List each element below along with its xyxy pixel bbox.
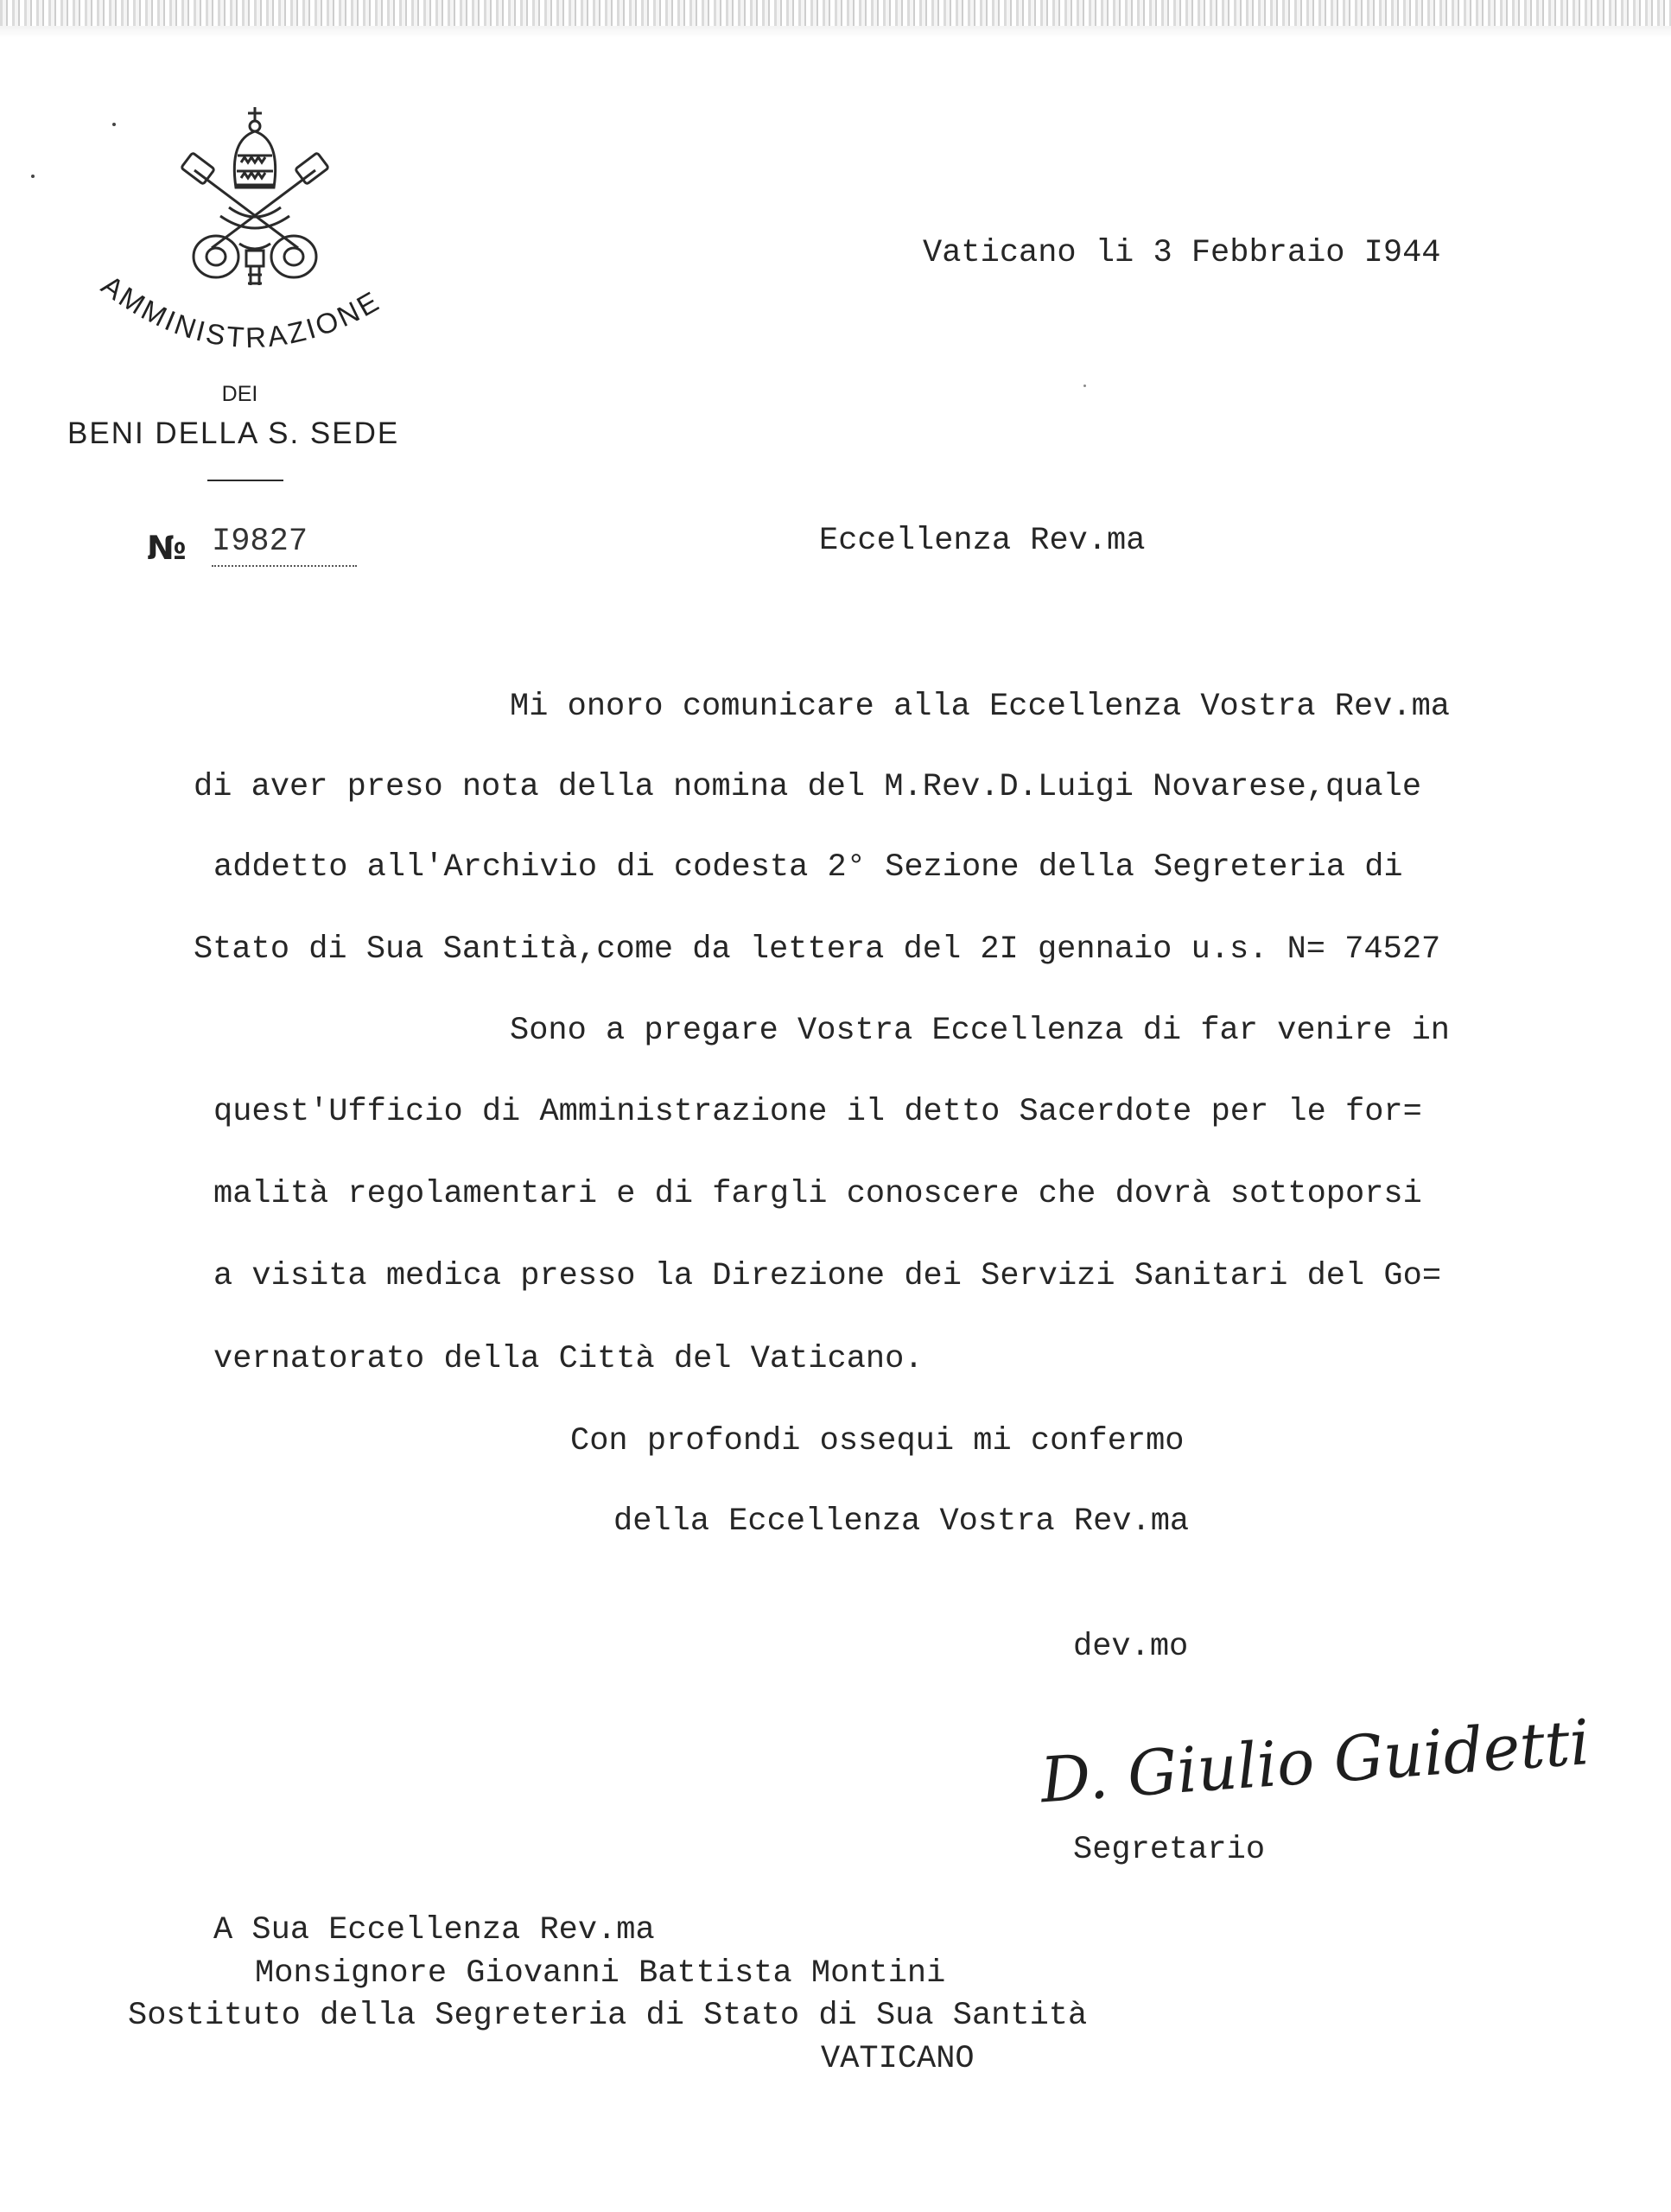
paper-speck bbox=[112, 123, 116, 126]
paper-speck bbox=[1083, 385, 1086, 387]
body-line: a visita medica presso la Direzione dei Servizi Sanitari del Go= bbox=[213, 1258, 1442, 1294]
letterhead-line-amministrazione: AMMINISTRAZIONE bbox=[95, 269, 386, 354]
letter-date: Vaticano li 3 Febbraio I944 bbox=[923, 235, 1441, 271]
closing-line: Con profondi ossequi mi confermo bbox=[570, 1423, 1185, 1459]
svg-text:D. Giulio Guidetti: D. Giulio Guidetti bbox=[1038, 1706, 1592, 1817]
paper-speck bbox=[31, 175, 35, 178]
letterhead-arched-title bbox=[82, 259, 445, 389]
body-line: Stato di Sua Santità,come da lettera del 2I gennaio u.s. N= 74527 bbox=[194, 931, 1441, 968]
recipient-line: VATICANO bbox=[821, 2041, 975, 2077]
scanned-top-edge bbox=[0, 0, 1671, 26]
body-line: malità regolamentari e di fargli conoscere che dovrà sottoporsi bbox=[213, 1176, 1422, 1212]
recipient-line: A Sua Eccellenza Rev.ma bbox=[213, 1912, 655, 1948]
body-line: quest'Ufficio di Amministrazione il detto Sacerdote per le for= bbox=[213, 1094, 1422, 1130]
salutation: Eccellenza Rev.ma bbox=[819, 523, 1146, 559]
letterhead-line-beni: BENI DELLA S. SEDE bbox=[67, 416, 400, 450]
body-line: Sono a pregare Vostra Eccellenza di far venire in bbox=[510, 1013, 1450, 1049]
devotion: dev.mo bbox=[1073, 1629, 1189, 1665]
letterhead-line-dei: DEI bbox=[221, 382, 258, 406]
protocol-number-sign: № bbox=[147, 529, 187, 567]
recipient-line: Sostituto della Segreteria di Stato di Sua Santità bbox=[128, 1998, 1088, 2034]
signer-title: Segretario bbox=[1073, 1832, 1266, 1868]
scanned-top-edge-shadow bbox=[0, 26, 1671, 38]
protocol-number: I9827 bbox=[212, 524, 357, 567]
body-line: vernatorato della Città del Vaticano. bbox=[213, 1341, 924, 1377]
body-line: Mi onoro comunicare alla Eccellenza Vostra Rev.ma bbox=[510, 689, 1450, 725]
body-line: di aver preso nota della nomina del M.Rev.D.Luigi Novarese,quale bbox=[194, 769, 1422, 805]
handwritten-signature bbox=[1032, 1706, 1592, 1823]
body-line: addetto all'Archivio di codesta 2° Sezione della Segreteria di bbox=[213, 849, 1403, 886]
letterhead-divider bbox=[207, 480, 283, 481]
closing-line: della Eccellenza Vostra Rev.ma bbox=[613, 1503, 1190, 1540]
recipient-line: Monsignore Giovanni Battista Montini bbox=[255, 1955, 946, 1992]
svg-text:AMMINISTRAZIONE bbox=[96, 269, 386, 353]
